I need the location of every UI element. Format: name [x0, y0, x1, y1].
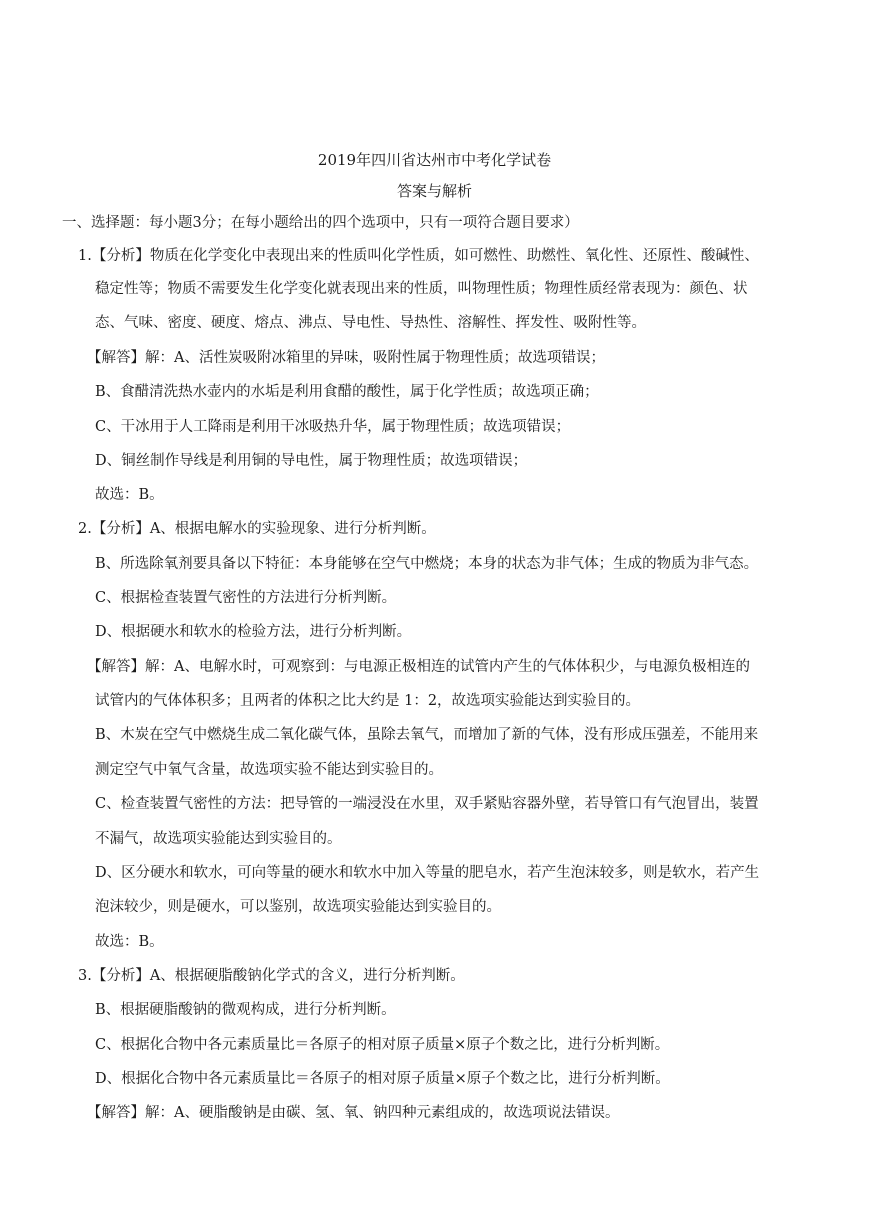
- q2-answer-d-line-1: D、区分硬水和软水，可向等量的硬水和软水中加入等量的肥皂水，若产生泡沫较多，则是软水，若产生: [95, 865, 760, 881]
- q1-answer-a: 【解答】解：A、活性炭吸附冰箱里的异味，吸附性属于物理性质；故选项错误；: [87, 350, 605, 366]
- q3-analysis-b: B、根据硬脂酸钠的微观构成，进行分析判断。: [95, 1002, 396, 1018]
- q2-analysis-d: D、根据硬水和软水的检验方法，进行分析判断。: [95, 624, 412, 640]
- document-title: 2019年四川省达州市中考化学试卷: [317, 151, 552, 169]
- q2-answer-a-line-1: 【解答】解：A、电解水时，可观察到：与电源正极相连的试管内产生的气体体积少，与电源负极相连的: [87, 659, 750, 675]
- q2-analysis-c: C、根据检查装置气密性的方法进行分析判断。: [95, 590, 397, 606]
- q2-answer-c-line-2: 不漏气，故选项实验能达到实验目的。: [95, 831, 342, 847]
- q2-analysis-b: B、所选除氧剂要具备以下特征：本身能够在空气中燃烧；本身的状态为非气体；生成的物质为非气态。: [95, 556, 759, 572]
- q3-analysis-d: D、根据化合物中各元素质量比＝各原子的相对原子质量×原子个数之比，进行分析判断。: [95, 1071, 670, 1087]
- q3-analysis-c: C、根据化合物中各元素质量比＝各原子的相对原子质量×原子个数之比，进行分析判断。: [95, 1037, 670, 1053]
- q1-analysis-line-3: 态、气味、密度、硬度、熔点、沸点、导电性、导热性、溶解性、挥发性、吸附性等。: [95, 315, 646, 331]
- q2-choice: 故选：B。: [95, 934, 164, 950]
- q2-answer-c-line-1: C、检查装置气密性的方法：把导管的一端浸没在水里，双手紧贴容器外壁，若导管口有气泡冒出，装置: [95, 796, 759, 812]
- q1-analysis-line-1: 1.【分析】物质在化学变化中表现出来的性质叫化学性质，如可燃性、助燃性、氧化性、还原性、酸碱性、: [78, 248, 759, 264]
- q1-answer-b: B、食醋清洗热水壶内的水垢是利用食醋的酸性，属于化学性质；故选项正确；: [95, 384, 599, 400]
- document-subtitle: 答案与解析: [396, 182, 472, 200]
- q2-answer-b-line-2: 测定空气中氧气含量，故选项实验不能达到实验目的。: [95, 762, 443, 778]
- q1-choice: 故选：B。: [95, 487, 164, 503]
- section-heading: 一、选择题：每小题3分；在每小题给出的四个选项中，只有一项符合题目要求）: [62, 215, 579, 231]
- q3-analysis-a: 3.【分析】A、根据硬脂酸钠化学式的含义，进行分析判断。: [78, 968, 465, 984]
- q1-analysis-line-2: 稳定性等；物质不需要发生化学变化就表现出来的性质，叫物理性质；物理性质经常表现为：颜色、状: [95, 281, 748, 297]
- q2-answer-d-line-2: 泡沫较少，则是硬水，可以鉴别，故选项实验能达到实验目的。: [95, 899, 501, 915]
- q2-answer-a-line-2: 试管内的气体体积多；且两者的体积之比大约是 1：2，故选项实验能达到实验目的。: [95, 693, 641, 709]
- q2-answer-b-line-1: B、木炭在空气中燃烧生成二氧化碳气体，虽除去氧气，而增加了新的气体，没有形成压强差，不能用来: [95, 727, 759, 743]
- q1-answer-c: C、干冰用于人工降雨是利用干冰吸热升华，属于物理性质；故选项错误；: [95, 419, 571, 435]
- q2-analysis-a: 2.【分析】A、根据电解水的实验现象、进行分析判断。: [78, 521, 436, 537]
- q3-answer-a: 【解答】解：A、硬脂酸钠是由碳、氢、氧、钠四种元素组成的，故选项说法错误。: [87, 1105, 620, 1121]
- q1-answer-d: D、铜丝制作导线是利用铜的导电性，属于物理性质；故选项错误；: [95, 453, 528, 469]
